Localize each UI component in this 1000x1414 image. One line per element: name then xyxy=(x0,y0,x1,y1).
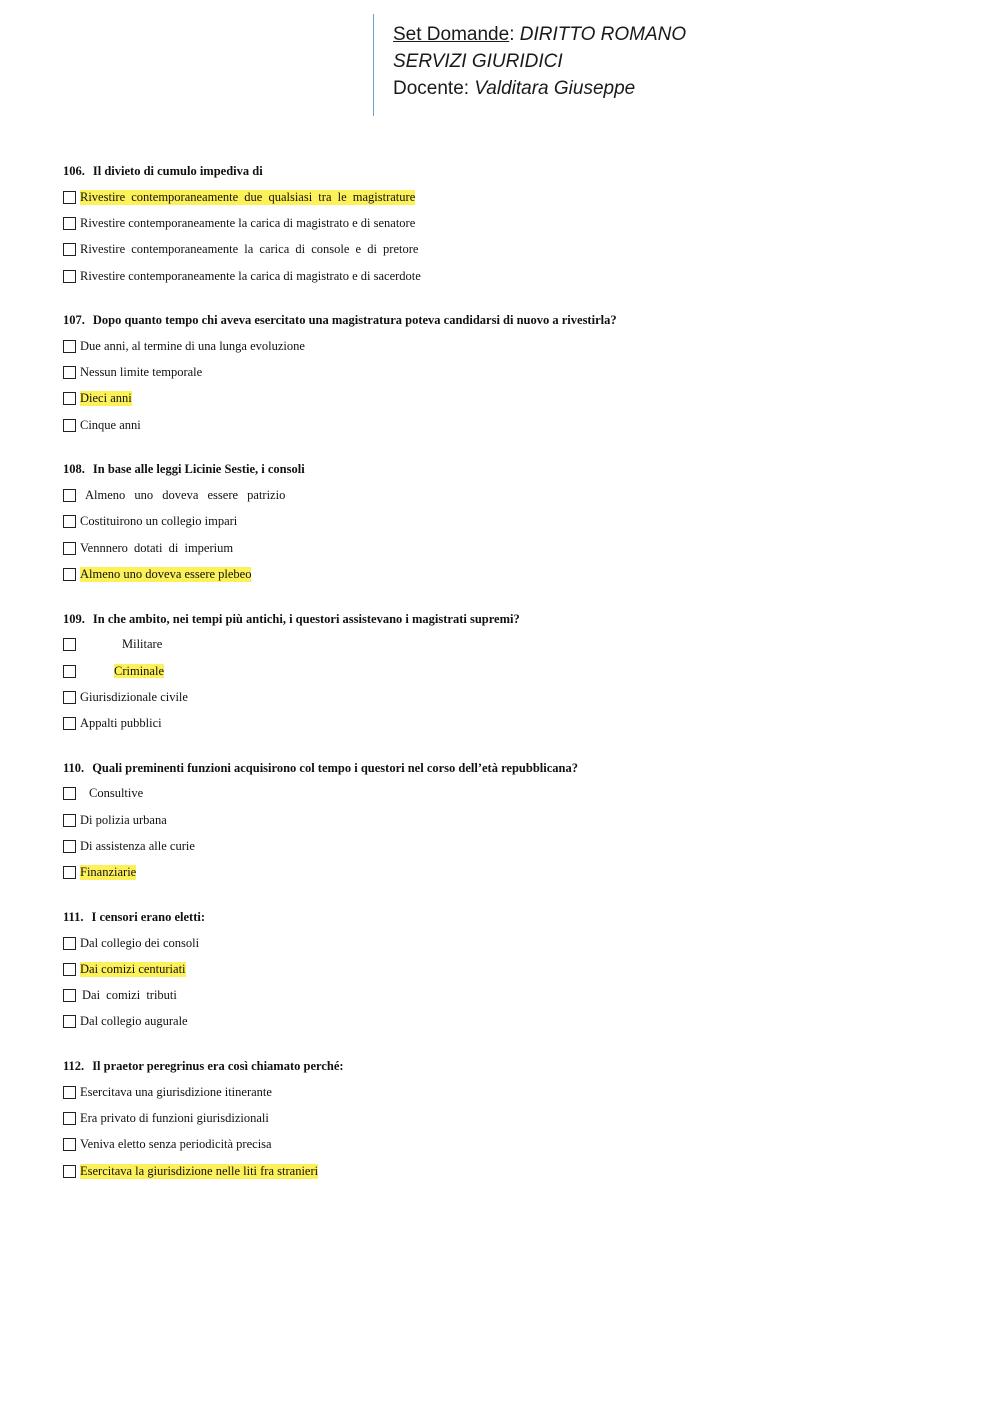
question-title xyxy=(63,456,963,482)
answer-text: Giurisdizionale civile xyxy=(80,689,188,704)
answer-checkbox[interactable] xyxy=(63,515,76,528)
answer-text: Rivestire contemporaneamente la carica di magistrato e di senatore xyxy=(80,215,416,230)
answer-text: Costituirono un collegio impari xyxy=(80,514,238,529)
question-text: Il divieto di cumulo impediva di xyxy=(92,164,263,178)
answer-text: Vennnero dotati di imperium xyxy=(80,540,234,555)
answer-option[interactable] xyxy=(63,1009,963,1035)
answer-checkbox[interactable] xyxy=(63,1165,76,1178)
answer-checkbox[interactable] xyxy=(63,270,76,283)
answer-text: Era privato di funzioni giurisdizionali xyxy=(80,1111,269,1126)
question-title xyxy=(63,1053,963,1079)
answer-text: Rivestire contemporaneamente la carica di console e di pretore xyxy=(80,242,419,257)
answer-checkbox[interactable] xyxy=(63,1112,76,1125)
answer-checkbox[interactable] xyxy=(63,542,76,555)
answer-text: Militare xyxy=(122,637,163,652)
answer-option[interactable] xyxy=(63,930,963,956)
answer-checkbox[interactable] xyxy=(63,638,76,651)
answer-checkbox[interactable] xyxy=(63,963,76,976)
answer-checkbox[interactable] xyxy=(63,340,76,353)
question-title xyxy=(63,904,963,930)
answer-option[interactable] xyxy=(63,684,963,710)
teacher-line xyxy=(393,75,686,102)
answer-checkbox[interactable] xyxy=(63,787,76,800)
question-text: In che ambito, nei tempi più antichi, i questori assistevano i magistrati supremi? xyxy=(92,611,520,626)
answer-text-correct: Esercitava la giurisdizione nelle liti fra stranieri xyxy=(80,1163,319,1178)
answer-checkbox[interactable] xyxy=(63,1015,76,1028)
answer-text: Veniva eletto senza periodicità precisa xyxy=(80,1137,272,1152)
answer-option[interactable] xyxy=(63,632,963,658)
answer-checkbox[interactable] xyxy=(63,937,76,950)
answer-option[interactable] xyxy=(63,1132,963,1158)
question-108 xyxy=(63,456,963,587)
answer-option[interactable] xyxy=(63,561,963,587)
answer-text: Dai comizi tributi xyxy=(82,988,177,1003)
answer-option[interactable] xyxy=(63,482,963,508)
question-109 xyxy=(63,606,963,737)
set-colon: : xyxy=(509,24,515,45)
answer-text-correct: Dai comizi centuriati xyxy=(80,961,186,976)
question-number: 109. xyxy=(63,611,85,626)
answer-text: Dal collegio dei consoli xyxy=(80,935,200,950)
answer-text-correct: Finanziarie xyxy=(80,865,137,880)
answer-option[interactable] xyxy=(63,412,963,438)
answer-text: Cinque anni xyxy=(80,417,141,432)
answer-checkbox[interactable] xyxy=(63,392,76,405)
set-label: Set Domande xyxy=(393,24,510,45)
answer-option[interactable] xyxy=(63,1105,963,1131)
answer-checkbox[interactable] xyxy=(63,419,76,432)
answer-checkbox[interactable] xyxy=(63,665,76,678)
question-number: 107. xyxy=(63,313,85,328)
question-112 xyxy=(63,1053,963,1184)
answer-checkbox[interactable] xyxy=(63,1138,76,1151)
question-number: 111. xyxy=(63,909,84,924)
answer-checkbox[interactable] xyxy=(63,717,76,730)
answer-text: Dal collegio augurale xyxy=(80,1014,188,1029)
question-111 xyxy=(63,904,963,1035)
subject-name: DIRITTO ROMANO xyxy=(519,24,687,45)
answer-checkbox[interactable] xyxy=(63,243,76,256)
question-110 xyxy=(63,755,963,886)
answer-checkbox[interactable] xyxy=(63,191,76,204)
answer-text-correct: Criminale xyxy=(114,663,164,678)
course-name: SERVIZI GIURIDICI xyxy=(393,51,563,72)
answer-option[interactable] xyxy=(63,781,963,807)
answer-option[interactable] xyxy=(63,807,963,833)
question-number: 108. xyxy=(63,462,85,477)
answer-option[interactable] xyxy=(63,237,963,263)
answer-text: Almeno uno doveva essere patrizio xyxy=(85,488,286,503)
answer-checkbox[interactable] xyxy=(63,814,76,827)
answer-option[interactable] xyxy=(63,658,963,684)
question-107 xyxy=(63,307,963,438)
question-title xyxy=(63,158,963,184)
answer-text: Due anni, al termine di una lunga evoluzione xyxy=(80,338,305,353)
teacher-label: Docente: xyxy=(393,78,470,99)
question-list xyxy=(63,158,963,1202)
answer-text: Rivestire contemporaneamente la carica di magistrato e di sacerdote xyxy=(80,268,421,283)
answer-option[interactable] xyxy=(63,1158,963,1184)
question-text: Dopo quanto tempo chi aveva esercitato una magistratura poteva candidarsi di nuovo a rivestirla? xyxy=(92,313,617,328)
question-106 xyxy=(63,158,963,289)
answer-option[interactable] xyxy=(63,509,963,535)
answer-text-correct: Dieci anni xyxy=(80,391,132,406)
answer-option[interactable] xyxy=(63,359,963,385)
answer-text: Esercitava una giurisdizione itinerante xyxy=(80,1084,272,1099)
question-number: 106. xyxy=(63,164,85,178)
question-title xyxy=(63,606,963,632)
question-text: In base alle leggi Licinie Sestie, i consoli xyxy=(92,462,305,477)
answer-option[interactable] xyxy=(63,860,963,886)
answer-text: Di assistenza alle curie xyxy=(80,838,195,853)
answer-checkbox[interactable] xyxy=(63,489,76,502)
answer-checkbox[interactable] xyxy=(63,366,76,379)
answer-checkbox[interactable] xyxy=(63,989,76,1002)
answer-option[interactable] xyxy=(63,833,963,859)
question-number: 112. xyxy=(63,1059,85,1074)
answer-option[interactable] xyxy=(63,386,963,412)
answer-checkbox[interactable] xyxy=(63,691,76,704)
answer-option[interactable] xyxy=(63,983,963,1009)
question-title xyxy=(63,307,963,333)
answer-text: Appalti pubblici xyxy=(80,716,162,731)
question-number: 110. xyxy=(63,760,85,775)
answer-option[interactable] xyxy=(63,956,963,982)
answer-checkbox[interactable] xyxy=(63,1086,76,1099)
answer-option[interactable] xyxy=(63,210,963,236)
answer-checkbox[interactable] xyxy=(63,217,76,230)
answer-option[interactable] xyxy=(63,710,963,736)
answer-option[interactable] xyxy=(63,184,963,210)
answer-checkbox[interactable] xyxy=(63,840,76,853)
answer-text: Nessun limite temporale xyxy=(80,365,203,380)
question-text: I censori erano eletti: xyxy=(91,909,206,924)
answer-text-correct: Almeno uno doveva essere plebeo xyxy=(80,566,252,581)
answer-checkbox[interactable] xyxy=(63,866,76,879)
answer-text: Di polizia urbana xyxy=(80,812,167,827)
answer-option[interactable] xyxy=(63,263,963,289)
question-title xyxy=(63,755,963,781)
set-line xyxy=(393,21,686,48)
answer-option[interactable] xyxy=(63,535,963,561)
answer-option[interactable] xyxy=(63,333,963,359)
answer-option[interactable] xyxy=(63,1079,963,1105)
teacher-name: Valditara Giuseppe xyxy=(474,78,636,99)
question-text: Il praetor peregrinus era così chiamato perché: xyxy=(92,1059,344,1074)
answer-text-correct: Rivestire contemporaneamente due qualsiasi tra le magistrature xyxy=(80,189,416,204)
question-text: Quali preminenti funzioni acquisirono col tempo i questori nel corso dell’età repubblicana? xyxy=(92,760,578,775)
answer-checkbox[interactable] xyxy=(63,568,76,581)
document-header xyxy=(373,14,686,116)
answer-text: Consultive xyxy=(89,786,144,801)
